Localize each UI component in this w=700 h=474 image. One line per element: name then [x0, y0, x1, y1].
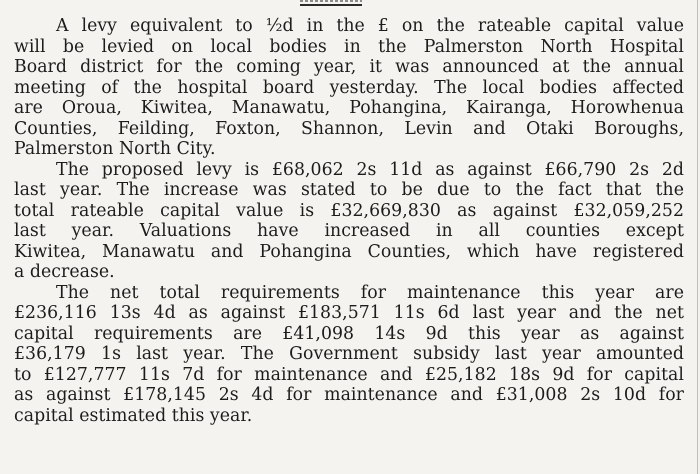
text-line: capital requirements are £41,098 14s 9d this year as against — [14, 323, 684, 344]
text-line: total rateable capital value is £32,669,830 as against £32,059,252 — [14, 200, 684, 221]
text-line: are Oroua, Kiwitea, Manawatu, Pohangina, Kairanga, Horowhenua — [14, 98, 684, 118]
text-line: Board district for the coming year, it was announced at the annual — [14, 57, 684, 77]
text-line: capital estimated this year. — [14, 405, 253, 426]
text-line: will be levied on local bodies in the Palmerston North Hospital — [14, 36, 684, 57]
text-line: The net total requirements for maintenance this year are — [56, 282, 684, 303]
text-line: Kiwitea, Manawatu and Pohangina Counties, which have registered — [14, 241, 684, 262]
article-body — [14, 16, 684, 426]
text-line: Palmerston North City. — [14, 139, 216, 159]
column-rule — [697, 0, 698, 474]
text-line: £36,179 1s last year. The Government subsidy last year amounted — [14, 344, 684, 364]
text-line: last year. The increase was stated to be due to the fact that the — [14, 180, 684, 200]
text-line: A levy equivalent to ½d in the £ on the rateable capital value — [56, 16, 684, 36]
text-line: Counties, Feilding, Foxton, Shannon, Levin and Otaki Boroughs, — [14, 118, 684, 139]
text-line: last year. Valuations have increased in all counties except — [14, 221, 684, 241]
text-line: to £127,777 11s 7d for maintenance and £25,182 18s 9d for capital — [14, 364, 684, 385]
text-line: a decrease. — [14, 262, 115, 282]
text-line: £236,116 13s 4d as against £183,571 11s 6d last year and the net — [14, 303, 684, 323]
text-line: as against £178,145 2s 4d for maintenance and £31,008 2s 10d for — [14, 385, 684, 405]
paragraph-net-requirements — [14, 283, 684, 427]
paragraph-proposed-levy — [14, 160, 684, 283]
paragraph-levy-announcement — [14, 16, 684, 160]
text-line: meeting of the hospital board yesterday. The local bodies affected — [14, 77, 684, 98]
text-line: The proposed levy is £68,062 2s 11d as against £66,790 2s 2d — [56, 159, 684, 180]
cut-off-heading-underline — [300, 0, 362, 6]
